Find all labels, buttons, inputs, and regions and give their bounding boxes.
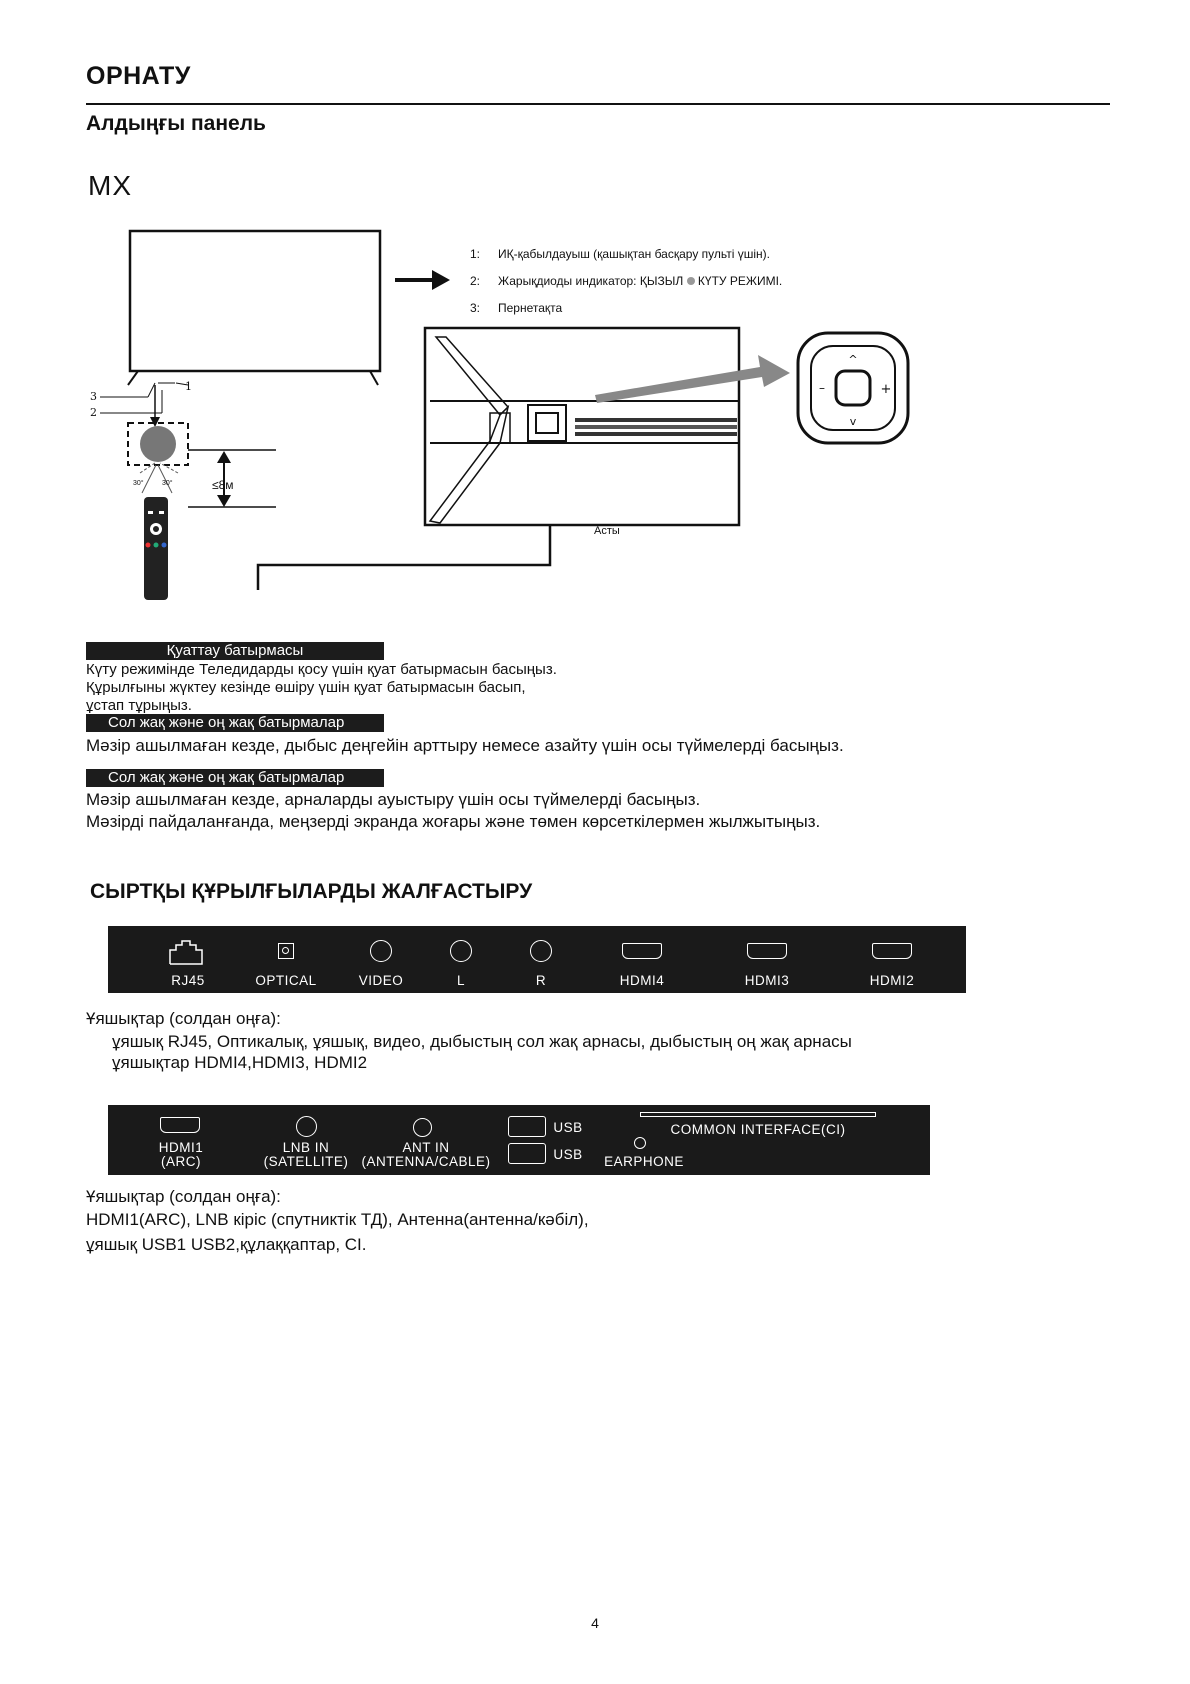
- callout-1: 1: [185, 380, 192, 393]
- power-desc-2: Құрылғыны жүктеу кезінде өшіру үшін қуат батырмасын басып,: [86, 679, 526, 696]
- port-label-l: L: [456, 973, 466, 988]
- earphone-port-icon: [634, 1137, 646, 1149]
- tv-outline: [130, 231, 380, 371]
- section-subtitle: Алдыңғы панель: [86, 112, 266, 135]
- legend-num-3: 3:: [470, 301, 481, 315]
- arrow-right-head: [432, 270, 450, 290]
- legend-text-1: ИҚ-қабылдауыш (қашықтан басқару пульті үшін).: [498, 247, 770, 261]
- port-label-ant: ANT IN: [402, 1140, 450, 1155]
- front-panel-legend: [470, 247, 910, 317]
- power-desc-1: Күту режимінде Теледидарды қосу үшін қуат батырмасын басыңыз.: [86, 661, 557, 678]
- port-label-ci: COMMON INTERFACE(CI): [670, 1122, 846, 1137]
- keypad-center-button: [836, 371, 870, 405]
- port-label-earphone: EARPHONE: [604, 1154, 684, 1169]
- led-dot-icon: [687, 277, 695, 285]
- model-label: MX: [88, 170, 132, 201]
- lr-channel-desc-2: Мәзірді пайдаланғанда, меңзерді экранда жоғары және төмен көрсеткілермен жылжытыңыз.: [86, 812, 821, 831]
- tv-foot-right: [370, 371, 378, 385]
- ci-slot-icon: [640, 1112, 876, 1117]
- svg-text:–: –: [819, 381, 825, 395]
- connector-line: [258, 525, 550, 590]
- port-label-arc: (ARC): [161, 1154, 201, 1169]
- audio-l-port-icon: [450, 940, 472, 962]
- power-button-label: Қуаттау батырмасы: [86, 642, 384, 660]
- port-label-satellite: (SATELLITE): [263, 1154, 349, 1169]
- video-port-icon: [370, 940, 392, 962]
- usb1-port-icon: [508, 1116, 546, 1137]
- hdmi3-port-icon: [747, 943, 787, 959]
- panel1-desc-3: ұяшықтар HDMI4,HDMI3, HDMI2: [112, 1053, 368, 1072]
- panel2-desc-2: HDMI1(ARC), LNB кіріс (спутниктік ТД), Антенна(антенна/кәбіл),: [86, 1210, 589, 1229]
- angle-right: 30°: [162, 480, 173, 487]
- keypad-pointer-arrow: [595, 355, 790, 403]
- angle-left: 30°: [133, 480, 144, 487]
- tv-foot-left: [128, 371, 138, 385]
- page-title: ОРНАТУ: [86, 62, 191, 90]
- port-label-lnb: LNB IN: [282, 1140, 330, 1155]
- lnb-port-icon: [296, 1116, 317, 1137]
- lr-channel-label: Сол жақ және оң жақ батырмалар: [86, 769, 384, 787]
- port-label-rj45: RJ45: [171, 973, 205, 988]
- port-label-usb2: USB: [553, 1147, 583, 1162]
- connect-section-title: СЫРТҚЫ ҚҰРЫЛҒЫЛАРДЫ ЖАЛҒАСТЫРУ: [90, 880, 533, 903]
- panel2-desc-3: ұяшық USB1 USB2,құлаққаптар, CI.: [86, 1235, 367, 1254]
- hdmi1-port-icon: [160, 1117, 200, 1133]
- lr-volume-desc: Мәзір ашылмаған кезде, дыбыс деңгейін арттыру немесе азайту үшін осы түймелерді басыңыз.: [86, 736, 844, 755]
- port-label-antenna: (ANTENNA/CABLE): [361, 1154, 491, 1169]
- port-label-hdmi3: HDMI3: [744, 973, 790, 988]
- panel2-desc-1: Ұяшықтар (солдан оңға):: [86, 1187, 281, 1206]
- port-label-video: VIDEO: [358, 973, 404, 988]
- port-label-r: R: [535, 973, 547, 988]
- legend-num-1: 1:: [470, 247, 481, 261]
- svg-text:^: ^: [848, 353, 858, 366]
- power-desc-3: ұстап тұрыңыз.: [86, 697, 192, 714]
- legend-text-2-before: Жарықдиоды индикатор: ҚЫЗЫЛ: [498, 274, 684, 288]
- port-label-hdmi4: HDMI4: [619, 973, 665, 988]
- page-number: 4: [591, 1615, 599, 1631]
- bottom-view-label: Асты: [594, 525, 620, 537]
- port-label-hdmi2: HDMI2: [869, 973, 915, 988]
- vent-grille: [575, 418, 737, 436]
- ant-port-icon: [413, 1118, 432, 1137]
- title-rule: [86, 103, 1110, 105]
- rear-panel-1: [108, 926, 966, 993]
- panel1-desc-1: Ұяшықтар (солдан оңға):: [86, 1009, 281, 1028]
- legend-text-2-after: КҮТУ РЕЖИМІ.: [697, 274, 783, 288]
- callout-2: 2: [90, 406, 97, 419]
- remote-control: [144, 497, 168, 600]
- rj45-port-icon: [168, 940, 204, 966]
- legend-num-2: 2:: [470, 274, 481, 288]
- port-label-optical: OPTICAL: [255, 973, 317, 988]
- distance-label: ≤8м: [212, 478, 234, 492]
- lr-volume-label: Сол жақ және оң жақ батырмалар: [86, 714, 384, 732]
- optical-port-icon: [278, 943, 294, 959]
- callout-3: 3: [90, 390, 97, 403]
- port-label-hdmi1: HDMI1: [158, 1140, 204, 1155]
- legend-text-3: Пернетақта: [498, 301, 563, 315]
- svg-text:v: v: [849, 415, 857, 428]
- legend-text-2: [498, 274, 782, 288]
- lr-channel-desc-1: Мәзір ашылмаған кезде, арналарды ауыстыру үшін осы түймелерді басыңыз.: [86, 790, 701, 809]
- port-label-usb1: USB: [553, 1120, 583, 1135]
- audio-r-port-icon: [530, 940, 552, 962]
- svg-text:+: +: [880, 382, 892, 397]
- panel1-desc-2: ұяшық RJ45, Оптикалық, ұяшық, видео, дыбыстың сол жақ арнасы, дыбыстың оң жақ арнасы: [112, 1032, 852, 1051]
- rear-panel-2: [108, 1105, 930, 1175]
- hdmi4-port-icon: [622, 943, 662, 959]
- hdmi2-port-icon: [872, 943, 912, 959]
- usb2-port-icon: [508, 1143, 546, 1164]
- ir-receiver: [140, 426, 176, 462]
